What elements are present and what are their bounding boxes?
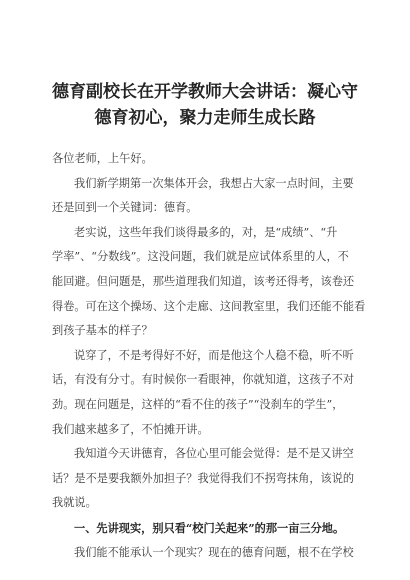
paragraph-line: 老实说，这些年我们谈得最多的，对，是“成绩”、“升 [74, 225, 338, 239]
paragraph-line: 我就说。 [52, 496, 97, 510]
paragraph-line: 还是回到一个关键词：德育。 [52, 201, 198, 215]
document-title-line-2: 德育初心，聚力走师生成长路 [94, 108, 316, 128]
paragraph-line: 能回避。但问题是，那些道理我们知道，该考还得考，该卷还 [52, 275, 355, 288]
document-title-line-1: 德育副校长在开学教师大会讲话：凝心守 [52, 82, 358, 102]
paragraph-line: 各位老师，上午好。 [52, 152, 153, 165]
paragraph-line: 我们新学期第一次集体开会，我想占大家一点时间，主要 [74, 176, 354, 190]
paragraph-line: 得卷。可在这个操场、这个走廊、这间教室里，我们还能不能看 [52, 299, 366, 313]
paragraph-line: 我们能不能承认一个现实？现在的德育问题，根不在学校 [74, 545, 354, 559]
paragraph-line: 学率”、“分数线”。这没问题，我们就是应试体系里的人，不 [52, 250, 349, 264]
paragraph-line: 我知道今天讲德育，各位心里可能会觉得：是不是又讲空 [74, 447, 354, 461]
paragraph-line: 话，有没有分寸。有时候你一看眼神，你就知道，这孩子不对 [52, 373, 355, 387]
section-heading-line: 一、先讲现实，别只看“校门关起来”的那一亩三分地。 [74, 521, 345, 535]
paragraph-line: 到孩子基本的样子？ [52, 324, 153, 338]
paragraph-line: 说穿了，不是考得好不好，而是他这个人稳不稳，听不听 [74, 348, 354, 362]
speech-body [52, 147, 366, 565]
paragraph-line: 我们越来越多了，不怕摊开讲。 [52, 422, 209, 436]
paragraph-line: 话？是不是要我额外加担子？我觉得我们不拐弯抹角，该说的 [52, 471, 355, 485]
paragraph-line: 劲。现在问题是，这样的“看不住的孩子”“没刹车的学生”， [52, 398, 344, 411]
